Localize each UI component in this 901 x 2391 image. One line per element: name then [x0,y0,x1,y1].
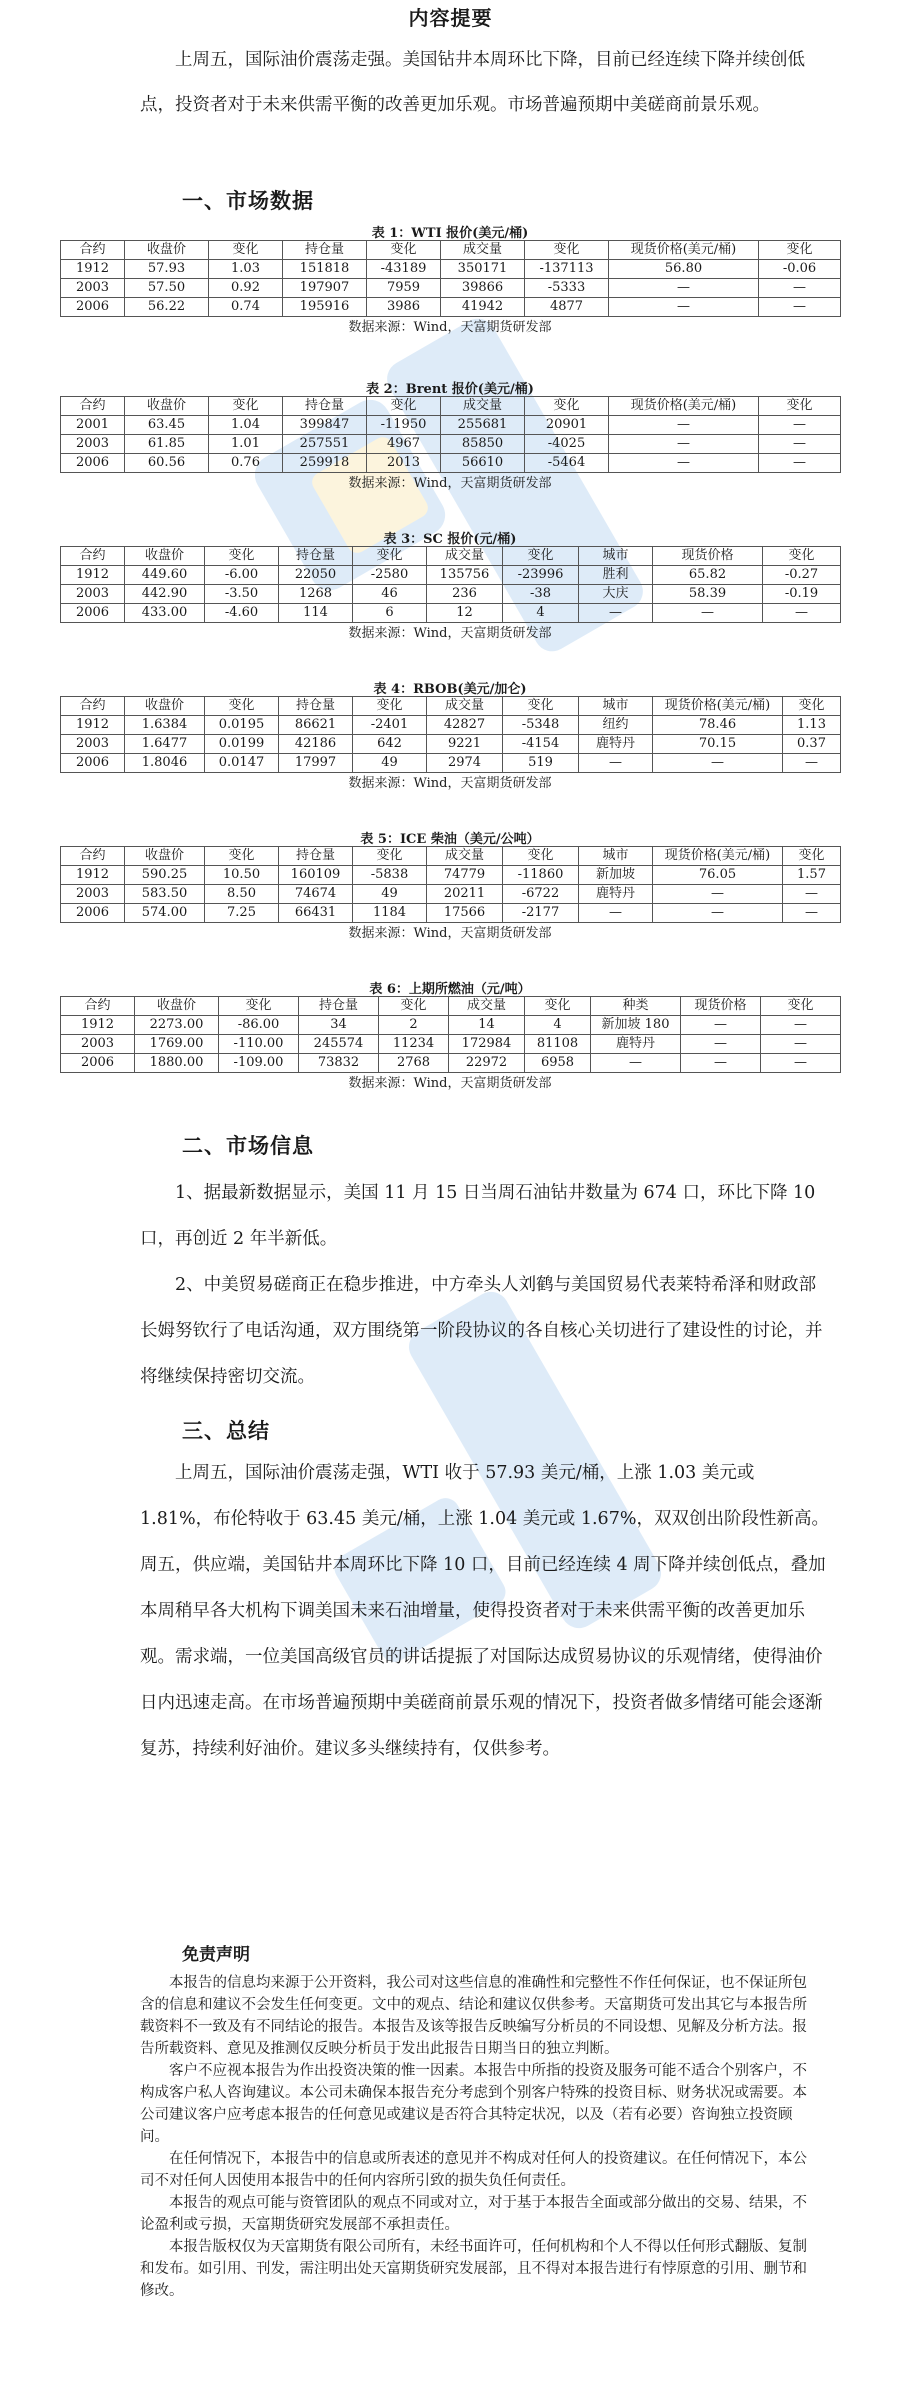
table-caption: 表 1：WTI 报价(美元/桶) [371,226,529,241]
table-caption: 表 3：SC 报价(元/桶) [383,532,517,547]
source-note: 数据来源：Wind，天富期货研发部 [348,926,552,941]
table-cell: -110.00 [219,1035,299,1054]
table-row [61,735,841,754]
table-cell: 合约 [61,547,125,566]
table-row [61,260,841,279]
table-cell: 合约 [61,997,135,1016]
table-cell: 590.25 [125,866,205,885]
table-cell: 433.00 [125,604,205,623]
table-cell: 2006 [61,298,125,317]
table-cell: 城市 [579,697,653,716]
table-cell: 1.8046 [125,754,205,773]
table-cell: 1.01 [209,435,283,454]
table-cell: 350171 [441,260,525,279]
table-cell: 1.04 [209,416,283,435]
table-cell: 现货价格 [653,547,763,566]
table-cell: 1912 [61,566,125,585]
table-cell: 成交量 [427,847,503,866]
table-cell: 变化 [205,847,279,866]
source-note: 数据来源：Wind，天富期货研发部 [348,776,552,791]
table-cell: 70.15 [653,735,783,754]
table-cell: 持仓量 [299,997,379,1016]
data-table-wti [60,240,841,317]
table-cell: 49 [353,885,427,904]
table-cell: 11234 [379,1035,449,1054]
table-cell: 2273.00 [135,1016,219,1035]
table-cell: 114 [279,604,353,623]
table-cell: 成交量 [441,397,525,416]
table-cell: 变化 [209,241,283,260]
table-cell: 合约 [61,397,125,416]
table-cell: 6958 [525,1054,591,1073]
intro-paragraph [140,38,830,128]
table-cell: 7.25 [205,904,279,923]
table-cell: 现货价格(美元/桶) [653,847,783,866]
table-cell: 合约 [61,241,125,260]
table-row [61,997,841,1016]
table-cell: 6 [353,604,427,623]
table-cell: -5838 [353,866,427,885]
table-cell: 74779 [427,866,503,885]
table-cell: -0.27 [763,566,841,585]
table-cell: 2006 [61,454,125,473]
table-cell: 197907 [283,279,367,298]
table-cell: 10.50 [205,866,279,885]
table-cell: 4877 [525,298,609,317]
table-cell: — [579,604,653,623]
table-cell: -11950 [367,416,441,435]
summary-paragraph [140,1450,830,1772]
table-cell: — [681,1054,761,1073]
table-cell: — [783,904,841,923]
table-cell: 8.50 [205,885,279,904]
table-cell: 2013 [367,454,441,473]
table-row [61,866,841,885]
table-cell: 变化 [783,847,841,866]
table-cell: 236 [427,585,503,604]
table-cell: — [759,454,841,473]
data-table-rbob [60,696,841,773]
table-cell: 2003 [61,885,125,904]
table-cell: 257551 [283,435,367,454]
source-note: 数据来源：Wind，天富期货研发部 [348,320,552,335]
table-row [61,298,841,317]
source-note: 数据来源：Wind，天富期货研发部 [348,476,552,491]
table-cell: 收盘价 [125,397,209,416]
table-row [61,279,841,298]
table-cell: — [579,904,653,923]
table-cell: -5333 [525,279,609,298]
table-cell: -3.50 [205,585,279,604]
table-cell: — [653,904,783,923]
section-heading-market-info: 二、市场信息 [182,1133,314,1158]
table-cell: 56.22 [125,298,209,317]
table-cell: 3986 [367,298,441,317]
table-cell: 变化 [503,547,579,566]
table-cell: 0.0195 [205,716,279,735]
table-row [61,754,841,773]
table-cell: 变化 [367,397,441,416]
table-cell: 2006 [61,754,125,773]
table-cell: 收盘价 [125,847,205,866]
table-cell: 1.03 [209,260,283,279]
disclaimer-paragraph: 本报告的观点可能与资管团队的观点不同或对立，对于基于本报告全面或部分做出的交易、结果，不论盈利或亏损，天富期货研究发展部不承担责任。 [140,2195,807,2233]
table-cell: 2 [379,1016,449,1035]
table-row [61,547,841,566]
table-row [61,566,841,585]
table-cell: — [759,416,841,435]
table-cell: 2003 [61,279,125,298]
table-cell: 4967 [367,435,441,454]
table-row [61,454,841,473]
table-cell: 0.92 [209,279,283,298]
table-cell: 56.80 [609,260,759,279]
table-cell: 1268 [279,585,353,604]
section-heading-market-data: 一、市场数据 [182,188,314,213]
table-cell: 1912 [61,260,125,279]
table-cell: 0.76 [209,454,283,473]
table-cell: 39866 [441,279,525,298]
table-cell: 0.74 [209,298,283,317]
table-cell: — [653,604,763,623]
table-cell: 61.85 [125,435,209,454]
info-item: 1、据最新数据显示，美国 11 月 15 日当周石油钻井数量为 674 口，环比下降 10 口，再创近 2 年半新低。 [140,1183,816,1249]
table-cell: 20211 [427,885,503,904]
table-cell: -2177 [503,904,579,923]
table-cell: -6722 [503,885,579,904]
disclaimer-body [140,1972,820,2302]
table-cell: 1880.00 [135,1054,219,1073]
table-cell: 14 [449,1016,525,1035]
table-cell: 收盘价 [125,241,209,260]
table-cell: 收盘价 [125,697,205,716]
table-cell: 85850 [441,435,525,454]
table-cell: 34 [299,1016,379,1035]
disclaimer-paragraph: 本报告版权仅为天富期货有限公司所有，未经书面许可，任何机构和个人不得以任何形式翻版、复制和发布。如引用、刊发，需注明出处天富期货研究发展部，且不得对本报告进行有悖原意的引用、删节和修改。 [140,2239,807,2299]
table-cell: 2768 [379,1054,449,1073]
table-cell: 1.13 [783,716,841,735]
table-cell: 2003 [61,735,125,754]
table-cell: 胜利 [579,566,653,585]
table-cell: 399847 [283,416,367,435]
table-cell: — [759,279,841,298]
table-row [61,1054,841,1073]
table-caption: 表 2：Brent 报价(美元/桶) [366,382,534,397]
table-cell: 变化 [503,847,579,866]
data-table-sc [60,546,841,623]
table-cell: 1912 [61,866,125,885]
table-cell: -4025 [525,435,609,454]
table-cell: 259918 [283,454,367,473]
table-row [61,1035,841,1054]
table-cell: 4 [503,604,579,623]
table-cell: — [759,298,841,317]
table-cell: — [763,604,841,623]
table-cell: -0.06 [759,260,841,279]
table-cell: — [759,435,841,454]
table-cell: 160109 [279,866,353,885]
table-cell: 变化 [525,997,591,1016]
table-cell: 81108 [525,1035,591,1054]
table-cell: 255681 [441,416,525,435]
table-cell: 17997 [279,754,353,773]
table-cell: — [609,435,759,454]
table-cell: 7959 [367,279,441,298]
table-cell: — [653,754,783,773]
table-cell: -6.00 [205,566,279,585]
table-cell: 变化 [353,847,427,866]
table-cell: 58.39 [653,585,763,604]
table-cell: 2003 [61,435,125,454]
table-cell: 245574 [299,1035,379,1054]
table-cell: 0.0147 [205,754,279,773]
table-cell: — [609,279,759,298]
table-cell: 变化 [759,241,841,260]
table-cell: 1184 [353,904,427,923]
table-cell: 现货价格 [681,997,761,1016]
table-cell: 74674 [279,885,353,904]
table-cell: 1912 [61,1016,135,1035]
table-cell: 135756 [427,566,503,585]
table-cell: 0.37 [783,735,841,754]
table-row [61,885,841,904]
table-cell: 城市 [579,847,653,866]
table-cell: -4154 [503,735,579,754]
table-cell: -38 [503,585,579,604]
table-cell: 65.82 [653,566,763,585]
table-cell: 49 [353,754,427,773]
table-cell: 变化 [525,241,609,260]
table-cell: — [653,885,783,904]
table-row [61,847,841,866]
table-cell: 4 [525,1016,591,1035]
table-cell: 现货价格(美元/桶) [609,241,759,260]
table-cell: 1769.00 [135,1035,219,1054]
table-cell: — [681,1035,761,1054]
table-cell: 成交量 [427,547,503,566]
table-row [61,604,841,623]
table-cell: 1912 [61,716,125,735]
source-note: 数据来源：Wind，天富期货研发部 [348,626,552,641]
table-cell: -86.00 [219,1016,299,1035]
table-row [61,1016,841,1035]
table-cell: 合约 [61,697,125,716]
table-cell: 42827 [427,716,503,735]
data-table-ice-gasoil [60,846,841,923]
table-cell: 17566 [427,904,503,923]
table-cell: — [609,454,759,473]
table-row [61,585,841,604]
table-cell: 变化 [503,697,579,716]
table-cell: — [609,298,759,317]
summary-text: 上周五，国际油价震荡走强，WTI 收于 57.93 美元/桶，上涨 1.03 美元或 1.81%，布伦特收于 63.45 美元/桶，上涨 1.04 美元或 1.67%，双双创出阶段性新高。周五，供应端，美国钻井本周环比下降 10 口，目前已经连续 4 周下降并续创低点，叠加本周稍早各大机构下调美国未来石油增量，使得投资者对于未来供需平衡的改善更加乐观。需求端，一位美国高级官员的讲话提振了对国际达成贸易协议的乐观情绪，使得油价日内迅速走高。在市场普遍预期中美磋商前景乐观的情况下，投资者做多情绪可能会逐渐复苏，持续利好油价。建议多头继续持有，仅供参考。 [140,1463,829,1759]
table-cell: — [783,885,841,904]
table-cell: 变化 [205,697,279,716]
table-cell: 大庆 [579,585,653,604]
table-cell: 22050 [279,566,353,585]
table-cell: 2001 [61,416,125,435]
table-cell: 42186 [279,735,353,754]
table-cell: 新加坡 [579,866,653,885]
disclaimer-paragraph: 在任何情况下，本报告中的信息或所表述的意见并不构成对任何人的投资建议。在任何情况下，本公司不对任何人因使用本报告中的任何内容所引致的损失负任何责任。 [140,2151,807,2189]
table-cell: 195916 [283,298,367,317]
table-cell: 变化 [367,241,441,260]
table-cell: 519 [503,754,579,773]
page-title: 内容提要 [408,6,493,30]
table-cell: 57.93 [125,260,209,279]
table-cell: — [761,1054,841,1073]
table-cell: 持仓量 [279,847,353,866]
table-cell: 持仓量 [279,547,353,566]
table-row [61,416,841,435]
intro-text: 上周五，国际油价震荡走强。美国钻井本周环比下降，目前已经连续下降并续创低点，投资者对于未来供需平衡的改善更加乐观。市场普遍预期中美磋商前景乐观。 [140,50,805,115]
table-cell: 574.00 [125,904,205,923]
table-cell: 2003 [61,585,125,604]
table-cell: 57.50 [125,279,209,298]
source-note: 数据来源：Wind，天富期货研发部 [348,1076,552,1091]
table-cell: 收盘价 [125,547,205,566]
table-cell: -137113 [525,260,609,279]
table-cell: 鹿特丹 [591,1035,681,1054]
table-cell: 66431 [279,904,353,923]
data-table-brent [60,396,841,473]
table-caption: 表 4：RBOB(美元/加仑) [373,682,527,697]
table-cell: -2401 [353,716,427,735]
table-cell: -0.19 [763,585,841,604]
table-cell: 变化 [525,397,609,416]
table-cell: 63.45 [125,416,209,435]
table-cell: 变化 [205,547,279,566]
table-cell: 583.50 [125,885,205,904]
data-table-shfe-fuel-oil [60,996,841,1073]
table-row [61,716,841,735]
table-cell: -11860 [503,866,579,885]
table-cell: -23996 [503,566,579,585]
table-cell: -5464 [525,454,609,473]
table-cell: — [579,754,653,773]
table-cell: 642 [353,735,427,754]
table-caption: 表 6：上期所燃油（元/吨） [369,982,531,997]
market-info-paragraphs [140,1170,830,1400]
table-cell: — [609,416,759,435]
table-row [61,697,841,716]
table-cell: 变化 [379,997,449,1016]
table-cell: 变化 [763,547,841,566]
table-cell: — [681,1016,761,1035]
table-cell: — [761,1016,841,1035]
table-cell: 172984 [449,1035,525,1054]
table-cell: 78.46 [653,716,783,735]
table-cell: -5348 [503,716,579,735]
table-cell: 20901 [525,416,609,435]
table-cell: — [761,1035,841,1054]
table-cell: 现货价格(美元/桶) [653,697,783,716]
table-cell: 41942 [441,298,525,317]
section-heading-summary: 三、总结 [182,1418,270,1443]
table-cell: 合约 [61,847,125,866]
table-cell: 1.6477 [125,735,205,754]
table-cell: 151818 [283,260,367,279]
table-cell: 442.90 [125,585,205,604]
table-cell: 种类 [591,997,681,1016]
table-cell: 变化 [219,997,299,1016]
table-cell: 成交量 [441,241,525,260]
table-cell: 449.60 [125,566,205,585]
table-cell: 成交量 [427,697,503,716]
table-cell: 变化 [353,697,427,716]
table-cell: 2974 [427,754,503,773]
table-cell: 56610 [441,454,525,473]
table-cell: 1.6384 [125,716,205,735]
table-cell: 1.57 [783,866,841,885]
table-cell: 2006 [61,1054,135,1073]
table-cell: 持仓量 [283,397,367,416]
table-cell: 0.0199 [205,735,279,754]
table-cell: 46 [353,585,427,604]
table-cell: 城市 [579,547,653,566]
table-cell: -4.60 [205,604,279,623]
table-cell: -2580 [353,566,427,585]
table-caption: 表 5：ICE 柴油（美元/公吨） [360,832,540,847]
table-cell: 变化 [353,547,427,566]
table-cell: 变化 [783,697,841,716]
disclaimer-paragraph: 本报告的信息均来源于公开资料，我公司对这些信息的准确性和完整性不作任何保证，也不保证所包含的信息和建议不会发生任何变更。文中的观点、结论和建议仅供参考。天富期货可发出其它与本报告所载资料不一致及有不同结论的报告。本报告及该等报告反映编写分析员的不同设想、见解及分析方法。报告所载资料、意见及推测仅反映分析员于发出此报告日期当日的独立判断。 [140,1975,807,2057]
table-cell: 22972 [449,1054,525,1073]
table-cell: -43189 [367,260,441,279]
table-cell: — [783,754,841,773]
table-cell: 2006 [61,604,125,623]
disclaimer-title: 免责声明 [182,1945,250,1965]
table-cell: 2006 [61,904,125,923]
table-cell: 持仓量 [279,697,353,716]
table-cell: 鹿特丹 [579,885,653,904]
table-cell: 变化 [209,397,283,416]
table-row [61,435,841,454]
table-cell: 9221 [427,735,503,754]
table-cell: 12 [427,604,503,623]
table-cell: 持仓量 [283,241,367,260]
table-cell: 2003 [61,1035,135,1054]
info-item: 2、中美贸易磋商正在稳步推进，中方牵头人刘鹤与美国贸易代表莱特希泽和财政部长姆努钦行了电话沟通，双方围绕第一阶段协议的各自核心关切进行了建设性的讨论，并将继续保持密切交流。 [140,1275,823,1387]
table-cell: 纽约 [579,716,653,735]
table-cell: 76.05 [653,866,783,885]
table-cell: -109.00 [219,1054,299,1073]
table-cell: 新加坡 180 [591,1016,681,1035]
table-row [61,241,841,260]
table-cell: 73832 [299,1054,379,1073]
table-row [61,397,841,416]
table-cell: 变化 [759,397,841,416]
table-cell: 成交量 [449,997,525,1016]
disclaimer-paragraph: 客户不应视本报告为作出投资决策的惟一因素。本报告中所指的投资及服务可能不适合个别客户，不构成客户私人咨询建议。本公司未确保本报告充分考虑到个别客户特殊的投资目标、财务状况或需要。本公司建议客户应考虑本报告的任何意见或建议是否符合其特定状况，以及（若有必要）咨询独立投资顾问。 [140,2063,807,2145]
table-row [61,904,841,923]
table-cell: 现货价格(美元/桶) [609,397,759,416]
table-cell: 86621 [279,716,353,735]
table-cell: — [591,1054,681,1073]
table-cell: 收盘价 [135,997,219,1016]
table-cell: 鹿特丹 [579,735,653,754]
table-cell: 60.56 [125,454,209,473]
table-cell: 变化 [761,997,841,1016]
